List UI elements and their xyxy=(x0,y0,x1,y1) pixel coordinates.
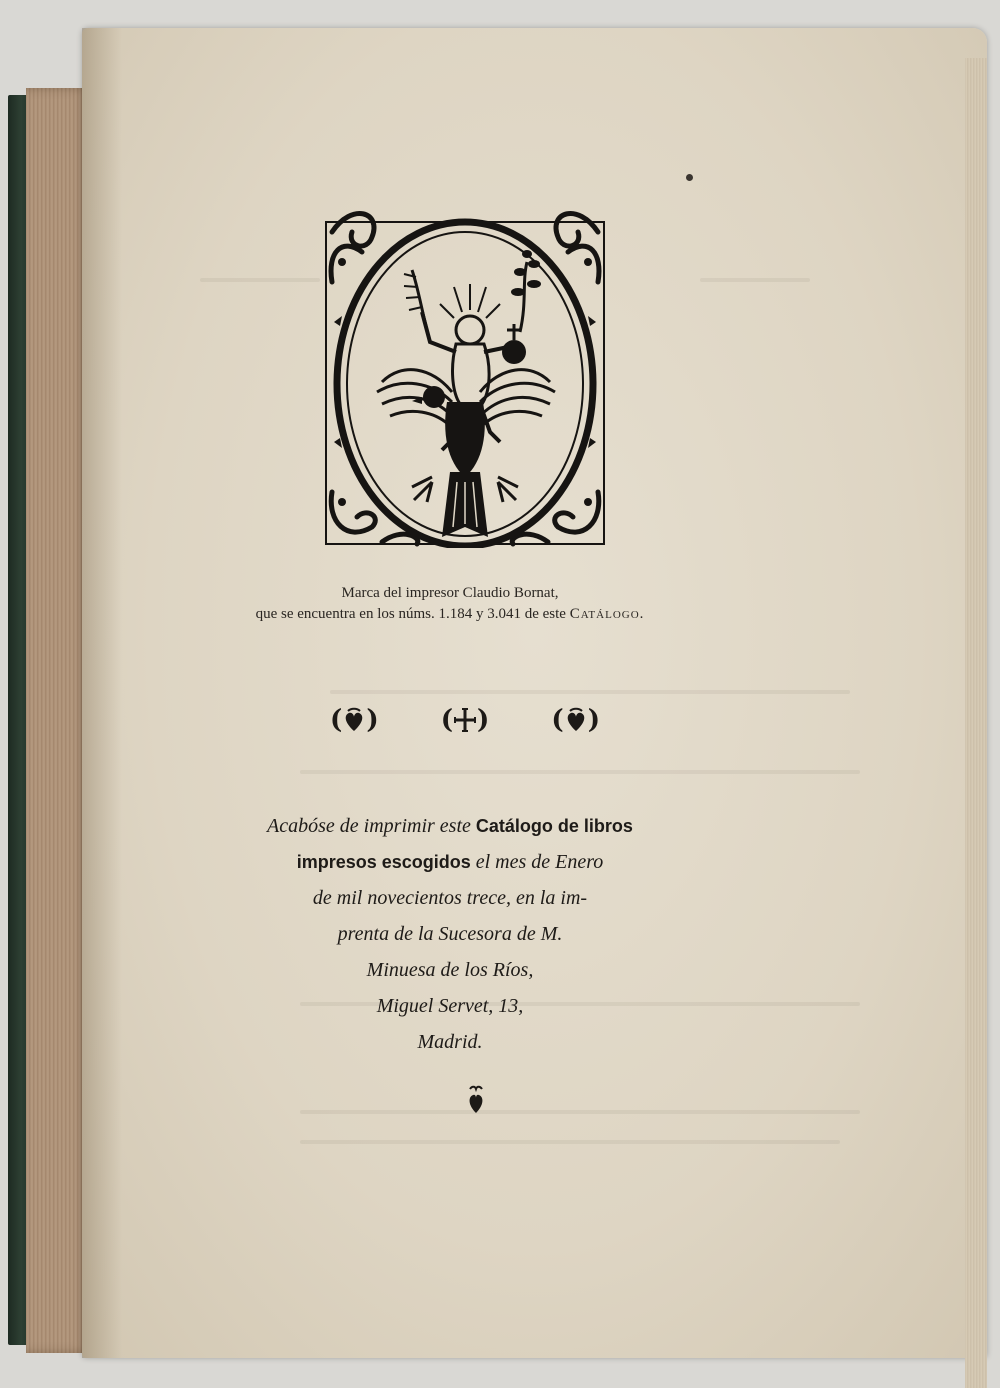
show-through xyxy=(300,1110,860,1114)
catalog-word: Catálogo. xyxy=(569,606,645,622)
printer-mark-caption xyxy=(170,583,730,625)
printer-mark-woodcut xyxy=(322,192,608,548)
colophon-line: Madrid. xyxy=(417,1031,483,1053)
show-through xyxy=(300,770,860,774)
gutter-shadow xyxy=(82,28,122,1358)
colophon-line: Miguel Servet, 13, xyxy=(376,995,524,1017)
heart-ornament-icon: ( ) xyxy=(330,705,379,735)
colophon-line: de mil novecientos trece, en la im- xyxy=(312,887,588,909)
cross-ornament-icon: ( ) xyxy=(440,705,490,735)
colophon-line: prenta de la Sucesora de M. xyxy=(337,923,563,945)
show-through xyxy=(700,278,810,282)
colophon xyxy=(230,808,670,1060)
ink-spot xyxy=(686,174,693,181)
catalog-numbers: 1.184 y 3.041 xyxy=(438,606,521,622)
colophon-italic: el mes de Enero xyxy=(470,851,604,873)
show-through xyxy=(300,1140,840,1144)
caption-text: de este xyxy=(520,606,570,622)
caption-text: que se encuentra en los núms. xyxy=(255,606,439,622)
caption-line-1: Marca del impresor Claudio Bornat, xyxy=(341,585,559,601)
show-through xyxy=(200,278,320,282)
colophon-italic: Acabóse de imprimir este xyxy=(267,815,476,837)
heart-ornament-icon: ( ) xyxy=(551,705,600,735)
caption-line-2 xyxy=(170,604,730,625)
right-page-edges xyxy=(965,58,987,1388)
colophon-line xyxy=(230,808,670,844)
page-block-edge xyxy=(26,88,90,1353)
colophon-line xyxy=(230,844,670,880)
colophon-title: impresos escogidos xyxy=(296,852,471,872)
tail-ornament-icon xyxy=(466,1085,486,1115)
ornament-row xyxy=(330,700,600,740)
colophon-line: Minuesa de los Ríos, xyxy=(366,959,534,981)
colophon-title: Catálogo de libros xyxy=(475,816,633,836)
show-through xyxy=(330,690,850,694)
